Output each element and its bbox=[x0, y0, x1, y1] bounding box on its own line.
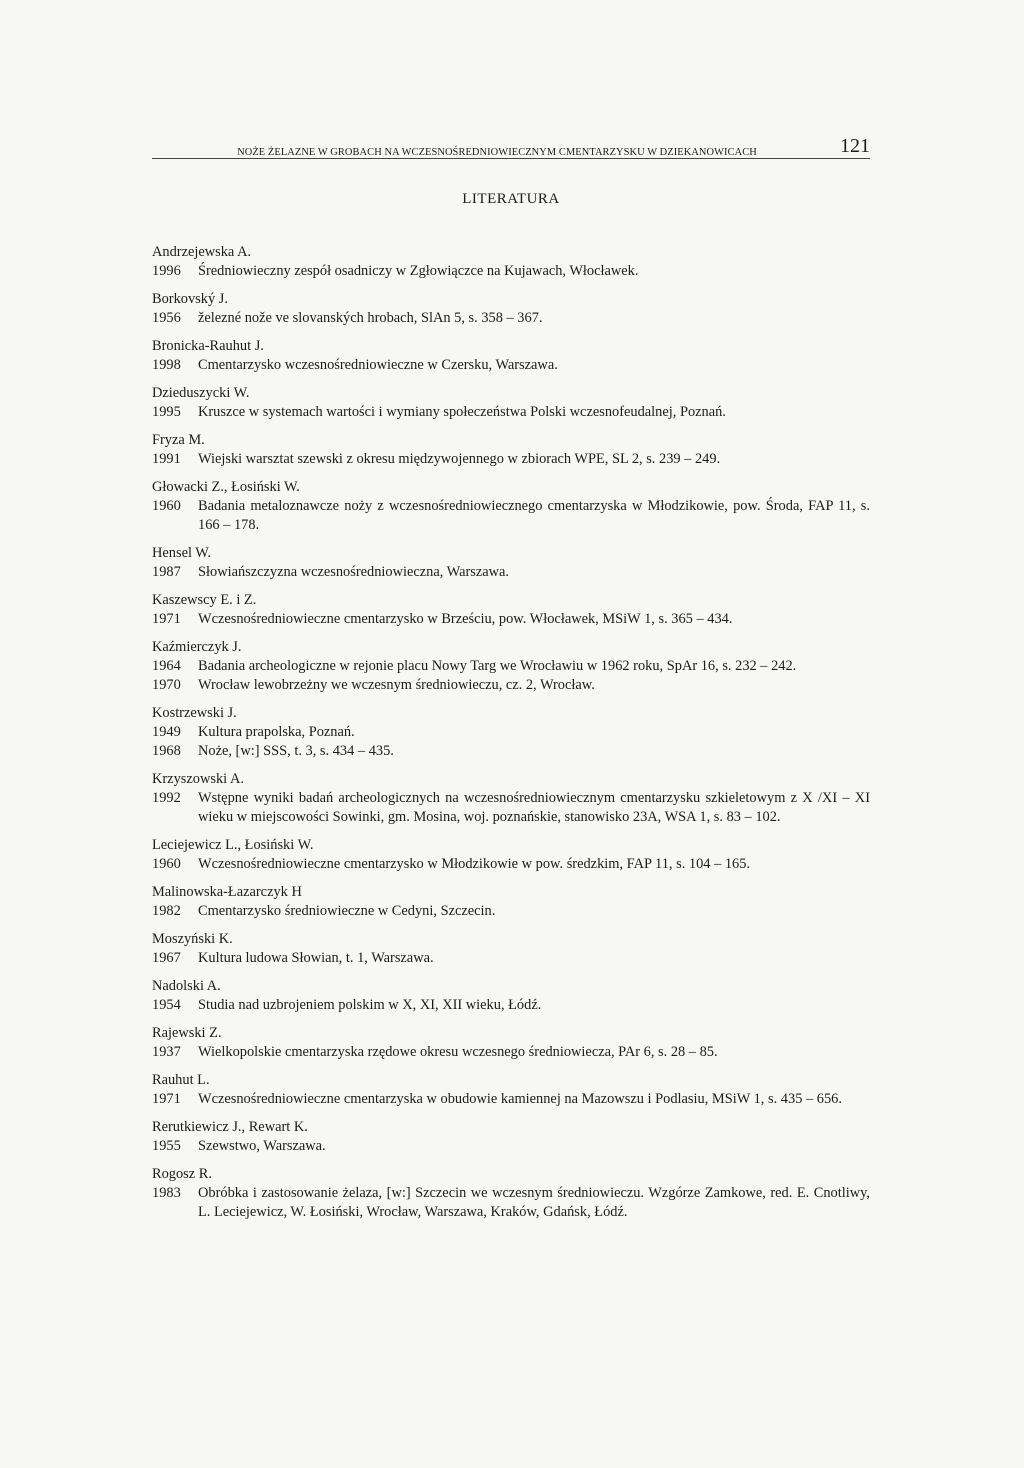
entry-author: Borkovský J. bbox=[152, 291, 228, 307]
bibliography-entry bbox=[152, 882, 870, 921]
work-year: 1991 bbox=[152, 451, 181, 467]
work-year: 1971 bbox=[152, 611, 181, 627]
entry-author: Fryza M. bbox=[152, 432, 205, 448]
bibliography-entry bbox=[152, 769, 870, 827]
work-citation: Słowiańszczyzna wczesnośredniowieczna, Warszawa. bbox=[198, 564, 510, 580]
entry-work bbox=[152, 949, 870, 968]
entry-author: Kaszewscy E. i Z. bbox=[152, 592, 257, 608]
entry-work bbox=[152, 450, 870, 469]
work-citation: Badania archeologiczne w rejonie placu Nowy Targ we Wrocławiu w 1962 roku, SpAr 16, s. 232 – 242. bbox=[198, 658, 797, 674]
entry-author: Hensel W. bbox=[152, 545, 212, 561]
bibliography-entry bbox=[152, 929, 870, 968]
entry-work bbox=[152, 996, 870, 1015]
work-citation: Kultura prapolska, Poznań. bbox=[198, 724, 355, 740]
work-citation: Cmentarzysko wczesnośredniowieczne w Czersku, Warszawa. bbox=[198, 357, 558, 373]
work-year: 1968 bbox=[152, 743, 181, 759]
entry-author: Krzyszowski A. bbox=[152, 771, 244, 787]
entry-author: Kostrzewski J. bbox=[152, 705, 237, 721]
entry-work bbox=[152, 1090, 870, 1109]
work-year: 1964 bbox=[152, 658, 181, 674]
work-citation: Wrocław lewobrzeżny we wczesnym średniowieczu, cz. 2, Wrocław. bbox=[198, 677, 595, 693]
work-citation: Średniowieczny zespół osadniczy w Zgłowiączce na Kujawach, Włocławek. bbox=[198, 263, 639, 279]
entry-work bbox=[152, 657, 870, 676]
work-citation: Wstępne wyniki badań archeologicznych na wczesnośredniowiecznym cmentarzysku szkieletowym z X /XI – XI wieku w miejscowości Sowinki, gm. Mosina, woj. poznańskie, stanowisko 23A, WSA 1, s. 83 – 102. bbox=[198, 790, 870, 825]
work-year: 1998 bbox=[152, 357, 181, 373]
bibliography-entry bbox=[152, 289, 870, 328]
bibliography-entry bbox=[152, 703, 870, 761]
bibliography-entry bbox=[152, 477, 870, 535]
work-year: 1949 bbox=[152, 724, 181, 740]
bibliography-entry bbox=[152, 430, 870, 469]
entry-author: Rauhut L. bbox=[152, 1072, 210, 1088]
work-year: 1956 bbox=[152, 310, 181, 326]
work-year: 1982 bbox=[152, 903, 181, 919]
work-year: 1954 bbox=[152, 997, 181, 1013]
work-citation: Obróbka i zastosowanie żelaza, [w:] Szczecin we wczesnym średniowieczu. Wzgórze Zamkowe, red. E. Cnotliwy, L. Leciejewicz, W. Łosiński, Wrocław, Warszawa, Kraków, Gdańsk, Łódź. bbox=[198, 1185, 870, 1220]
work-citation: Wczesnośredniowieczne cmentarzysko w Brześciu, pow. Włocławek, MSiW 1, s. 365 – 434. bbox=[198, 611, 733, 627]
entry-author: Bronicka-Rauhut J. bbox=[152, 338, 264, 354]
entry-author: Malinowska-Łazarczyk H bbox=[152, 884, 302, 900]
work-year: 1983 bbox=[152, 1185, 181, 1201]
entry-author: Rogosz R. bbox=[152, 1166, 212, 1182]
work-citation: Wczesnośredniowieczne cmentarzysko w Młodzikowie w pow. średzkim, FAP 11, s. 104 – 165. bbox=[198, 856, 751, 872]
entry-author: Rajewski Z. bbox=[152, 1025, 222, 1041]
bibliography-list bbox=[152, 242, 870, 1230]
work-year: 1996 bbox=[152, 263, 181, 279]
entry-work bbox=[152, 855, 870, 874]
entry-work bbox=[152, 563, 870, 582]
bibliography-entry bbox=[152, 336, 870, 375]
entry-author: Nadolski A. bbox=[152, 978, 221, 994]
bibliography-entry bbox=[152, 543, 870, 582]
work-year: 1967 bbox=[152, 950, 181, 966]
entry-work bbox=[152, 610, 870, 629]
entry-work bbox=[152, 1043, 870, 1062]
entry-work bbox=[152, 356, 870, 375]
work-citation: Szewstwo, Warszawa. bbox=[198, 1138, 326, 1154]
entry-author: Kaźmierczyk J. bbox=[152, 639, 242, 655]
bibliography-entry bbox=[152, 637, 870, 695]
work-citation: Noże, [w:] SSS, t. 3, s. 434 – 435. bbox=[198, 743, 394, 759]
work-year: 1955 bbox=[152, 1138, 181, 1154]
entry-author: Andrzejewska A. bbox=[152, 244, 252, 260]
entry-author: Leciejewicz L., Łosiński W. bbox=[152, 837, 314, 853]
running-header bbox=[152, 132, 870, 159]
work-citation: Kultura ludowa Słowian, t. 1, Warszawa. bbox=[198, 950, 434, 966]
work-year: 1987 bbox=[152, 564, 181, 580]
bibliography-entry bbox=[152, 1164, 870, 1222]
work-year: 1937 bbox=[152, 1044, 181, 1060]
entry-author: Moszyński K. bbox=[152, 931, 233, 947]
entry-work bbox=[152, 403, 870, 422]
entry-work bbox=[152, 497, 870, 535]
bibliography-entry bbox=[152, 1070, 870, 1109]
work-citation: Wczesnośredniowieczne cmentarzyska w obudowie kamiennej na Mazowszu i Podlasiu, MSiW 1, s. 435 – 656. bbox=[198, 1091, 842, 1107]
entry-author: Dzieduszycki W. bbox=[152, 385, 250, 401]
bibliography-entry bbox=[152, 1117, 870, 1156]
work-citation: Wiejski warsztat szewski z okresu międzywojennego w zbiorach WPE, SL 2, s. 239 – 249. bbox=[198, 451, 721, 467]
work-year: 1960 bbox=[152, 498, 181, 514]
entry-work bbox=[152, 676, 870, 695]
work-year: 1992 bbox=[152, 790, 181, 806]
bibliography-entry bbox=[152, 383, 870, 422]
running-title: NOŻE ŻELAZNE W GROBACH NA WCZESNOŚREDNIOWIECZNYM CMENTARZYSKU W DZIEKANOWICACH bbox=[237, 147, 757, 158]
bibliography-entry bbox=[152, 590, 870, 629]
entry-author: Głowacki Z., Łosiński W. bbox=[152, 479, 300, 495]
entry-work bbox=[152, 262, 870, 281]
work-citation: Studia nad uzbrojeniem polskim w X, XI, XII wieku, Łódź. bbox=[198, 997, 542, 1013]
work-citation: Badania metaloznawcze noży z wczesnośredniowiecznego cmentarzyska w Młodzikowie, pow. Środa, FAP 11, s. 166 – 178. bbox=[198, 498, 870, 533]
entry-work bbox=[152, 789, 870, 827]
entry-work bbox=[152, 1184, 870, 1222]
work-year: 1960 bbox=[152, 856, 181, 872]
entry-author: Rerutkiewicz J., Rewart K. bbox=[152, 1119, 308, 1135]
entry-work bbox=[152, 309, 870, 328]
work-citation: Wielkopolskie cmentarzyska rzędowe okresu wczesnego średniowiecza, PAr 6, s. 28 – 85. bbox=[198, 1044, 718, 1060]
work-year: 1995 bbox=[152, 404, 181, 420]
work-citation: železné nože ve slovanských hrobach, SlAn 5, s. 358 – 367. bbox=[198, 310, 543, 326]
section-title: LITERATURA bbox=[462, 191, 560, 207]
work-year: 1971 bbox=[152, 1091, 181, 1107]
bibliography-entry bbox=[152, 976, 870, 1015]
work-citation: Cmentarzysko średniowieczne w Cedyni, Szczecin. bbox=[198, 903, 496, 919]
entry-work bbox=[152, 742, 870, 761]
entry-work bbox=[152, 1137, 870, 1156]
entry-work bbox=[152, 902, 870, 921]
page-number: 121 bbox=[840, 135, 870, 157]
work-year: 1970 bbox=[152, 677, 181, 693]
bibliography-entry bbox=[152, 835, 870, 874]
bibliography-entry bbox=[152, 1023, 870, 1062]
entry-work bbox=[152, 723, 870, 742]
bibliography-entry bbox=[152, 242, 870, 281]
work-citation: Kruszce w systemach wartości i wymiany społeczeństwa Polski wczesnofeudalnej, Poznań. bbox=[198, 404, 726, 420]
